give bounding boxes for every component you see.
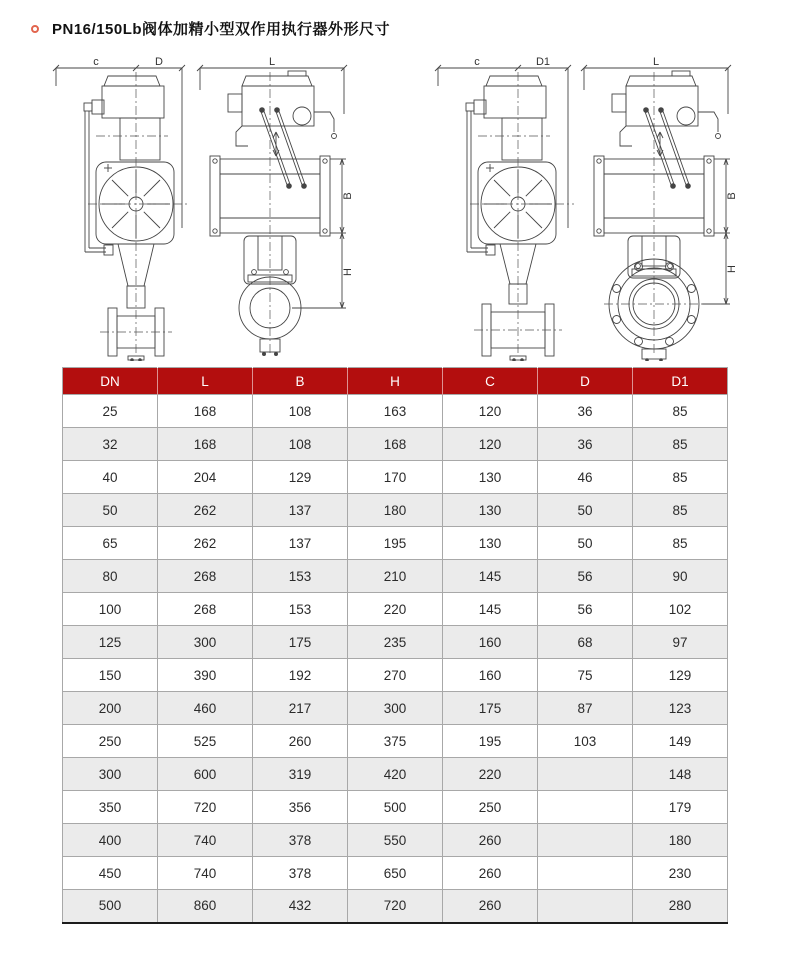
wafer-side-drawing (46, 56, 196, 361)
dim-label-c: c (93, 56, 99, 68)
flanged-front-drawing (576, 56, 746, 361)
table-cell: 235 (348, 626, 443, 659)
table-cell: 432 (253, 890, 348, 923)
table-cell: 262 (158, 527, 253, 560)
table-cell: 180 (633, 824, 728, 857)
table-cell: 148 (633, 758, 728, 791)
column-header: H (348, 368, 443, 395)
table-row (63, 758, 728, 791)
table-cell: 168 (348, 428, 443, 461)
dim-label-b: B (342, 192, 354, 200)
table-cell: 108 (253, 428, 348, 461)
dim-label-l: L (652, 56, 660, 68)
table-row (63, 395, 728, 428)
table-cell: 200 (63, 692, 158, 725)
table-cell: 270 (348, 659, 443, 692)
table-cell: 378 (253, 857, 348, 890)
table-row (63, 494, 728, 527)
table-cell: 108 (253, 395, 348, 428)
table-cell: 375 (348, 725, 443, 758)
table-cell: 168 (158, 395, 253, 428)
table-cell: 153 (253, 593, 348, 626)
table-cell: 500 (63, 890, 158, 923)
table-cell: 85 (633, 395, 728, 428)
table-cell: 137 (253, 527, 348, 560)
table-cell: 130 (443, 461, 538, 494)
table-header-row (63, 368, 728, 395)
dim-label-d: D (155, 56, 163, 68)
table-cell: 85 (633, 527, 728, 560)
table-cell: 860 (158, 890, 253, 923)
table-cell: 460 (158, 692, 253, 725)
column-header: D1 (633, 368, 728, 395)
drawing-flanged-valve-side-view (428, 56, 583, 366)
table-cell (538, 857, 633, 890)
table-cell: 90 (633, 560, 728, 593)
table-row (63, 461, 728, 494)
table-cell: 250 (443, 791, 538, 824)
table-cell (538, 890, 633, 923)
table-cell: 720 (158, 791, 253, 824)
table-row (63, 560, 728, 593)
table-row (63, 527, 728, 560)
table-cell: 300 (348, 692, 443, 725)
table-cell (538, 791, 633, 824)
table-row (63, 791, 728, 824)
table-cell: 46 (538, 461, 633, 494)
table-row (63, 626, 728, 659)
table-cell: 168 (158, 428, 253, 461)
table-row (63, 824, 728, 857)
table-cell: 153 (253, 560, 348, 593)
table-cell: 179 (633, 791, 728, 824)
table-cell: 319 (253, 758, 348, 791)
table-cell: 129 (633, 659, 728, 692)
table-cell: 56 (538, 560, 633, 593)
table-cell: 260 (443, 824, 538, 857)
table-cell: 68 (538, 626, 633, 659)
table-cell: 192 (253, 659, 348, 692)
table-cell: 120 (443, 428, 538, 461)
drawing-wafer-valve-front-view (192, 56, 357, 366)
table-cell: 40 (63, 461, 158, 494)
table-cell: 65 (63, 527, 158, 560)
table-cell: 145 (443, 560, 538, 593)
table-cell: 210 (348, 560, 443, 593)
page-header (31, 18, 390, 39)
table-cell: 100 (63, 593, 158, 626)
table-cell: 180 (348, 494, 443, 527)
wafer-front-drawing (192, 56, 357, 361)
table-cell: 356 (253, 791, 348, 824)
table-row (63, 725, 728, 758)
table-cell: 260 (253, 725, 348, 758)
table-cell: 50 (63, 494, 158, 527)
table-cell (538, 758, 633, 791)
table-cell: 80 (63, 560, 158, 593)
table-cell: 130 (443, 494, 538, 527)
table-cell: 85 (633, 461, 728, 494)
table-cell: 420 (348, 758, 443, 791)
table-cell: 450 (63, 857, 158, 890)
column-header: L (158, 368, 253, 395)
table-cell: 129 (253, 461, 348, 494)
table-cell: 163 (348, 395, 443, 428)
table-cell: 195 (348, 527, 443, 560)
table-cell: 268 (158, 593, 253, 626)
table-cell: 550 (348, 824, 443, 857)
table-cell: 300 (63, 758, 158, 791)
table-cell: 230 (633, 857, 728, 890)
page-title: PN16/150Lb阀体加精小型双作用执行器外形尺寸 (52, 21, 391, 38)
table-cell: 378 (253, 824, 348, 857)
table-cell: 720 (348, 890, 443, 923)
table-cell: 36 (538, 428, 633, 461)
table-cell: 740 (158, 857, 253, 890)
column-header: DN (63, 368, 158, 395)
table-cell: 103 (538, 725, 633, 758)
table-row (63, 428, 728, 461)
table-cell: 195 (443, 725, 538, 758)
dim-label-d1: D1 (535, 56, 551, 68)
table-cell: 390 (158, 659, 253, 692)
table-row (63, 857, 728, 890)
table-cell: 260 (443, 890, 538, 923)
table-cell: 160 (443, 626, 538, 659)
column-header: D (538, 368, 633, 395)
table-cell: 650 (348, 857, 443, 890)
table-cell: 280 (633, 890, 728, 923)
table-cell: 300 (158, 626, 253, 659)
table-cell: 50 (538, 494, 633, 527)
table-cell: 400 (63, 824, 158, 857)
table-cell: 130 (443, 527, 538, 560)
table-cell: 262 (158, 494, 253, 527)
drawing-wafer-valve-side-view (46, 56, 196, 366)
table-cell (538, 824, 633, 857)
table-cell: 175 (443, 692, 538, 725)
table-cell: 217 (253, 692, 348, 725)
table-cell: 32 (63, 428, 158, 461)
table-cell: 170 (348, 461, 443, 494)
table-cell: 120 (443, 395, 538, 428)
table-cell: 56 (538, 593, 633, 626)
table-cell: 97 (633, 626, 728, 659)
table-cell: 50 (538, 527, 633, 560)
table-cell: 150 (63, 659, 158, 692)
table-cell: 149 (633, 725, 728, 758)
table-row (63, 692, 728, 725)
table-cell: 145 (443, 593, 538, 626)
flanged-side-drawing (428, 56, 583, 361)
table-cell: 220 (348, 593, 443, 626)
table-cell: 75 (538, 659, 633, 692)
dim-label-l: L (268, 56, 276, 68)
drawing-flanged-valve-front-view (576, 56, 746, 366)
table-cell: 160 (443, 659, 538, 692)
table-cell: 500 (348, 791, 443, 824)
dim-label-c: c (474, 56, 480, 68)
table-cell: 85 (633, 428, 728, 461)
table-cell: 175 (253, 626, 348, 659)
table-cell: 123 (633, 692, 728, 725)
table-body (63, 395, 728, 923)
table-cell: 137 (253, 494, 348, 527)
bullet-icon (31, 25, 39, 33)
table-cell: 36 (538, 395, 633, 428)
column-header: C (443, 368, 538, 395)
table-cell: 204 (158, 461, 253, 494)
dim-label-b: B (726, 192, 738, 200)
table-cell: 740 (158, 824, 253, 857)
table-row (63, 890, 728, 923)
dimension-table-grid (62, 367, 728, 924)
column-header: B (253, 368, 348, 395)
table-cell: 220 (443, 758, 538, 791)
table-row (63, 593, 728, 626)
table-cell: 102 (633, 593, 728, 626)
table-cell: 600 (158, 758, 253, 791)
dim-label-h: H (726, 265, 738, 273)
table-cell: 87 (538, 692, 633, 725)
dimension-table (62, 367, 728, 924)
table-cell: 125 (63, 626, 158, 659)
table-cell: 250 (63, 725, 158, 758)
table-cell: 260 (443, 857, 538, 890)
dim-label-h: H (342, 268, 354, 276)
table-cell: 268 (158, 560, 253, 593)
table-cell: 85 (633, 494, 728, 527)
table-cell: 25 (63, 395, 158, 428)
table-cell: 350 (63, 791, 158, 824)
table-cell: 525 (158, 725, 253, 758)
table-row (63, 659, 728, 692)
